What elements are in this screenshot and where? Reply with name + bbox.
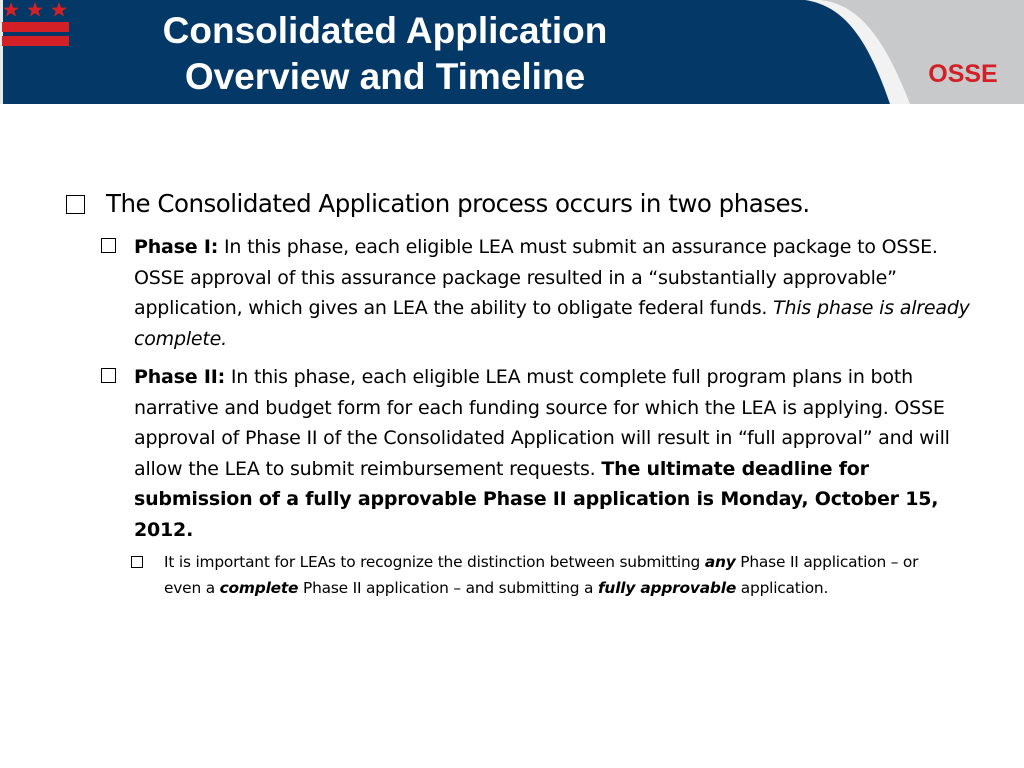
bullet-checkbox-icon	[66, 195, 85, 214]
osse-logo-text: OSSE	[928, 60, 998, 88]
note-part2: Phase II application – or even a	[164, 553, 919, 597]
osse-logo	[0, 0, 70, 78]
logo-bar	[2, 36, 69, 46]
note-paragraph	[164, 549, 954, 601]
phase1-complete-note: This phase is already complete.	[134, 297, 970, 350]
star-icon	[3, 2, 19, 17]
phase1-label: Phase I:	[134, 236, 219, 258]
phase2-text: In this phase, each eligible LEA must complete full program plans in both narrative and budget form for each funding source for which the LEA is applying. OSSE approval of Phase II of the Consolidated Application will result in “full approval” and will allow the LEA to submit reimbursement requests.	[134, 366, 950, 480]
page-title	[100, 8, 670, 100]
star-icon	[51, 2, 67, 17]
phase2-deadline: The ultimate deadline for submission of a fully approvable Phase II application is Monday, October 15, 2012.	[134, 457, 939, 541]
note-emphasis-complete: complete	[219, 579, 299, 597]
logo-bar	[2, 22, 69, 32]
note-part4: application.	[736, 579, 829, 597]
note-part1: It is important for LEAs to recognize the distinction between submitting	[164, 553, 705, 571]
bullet-checkbox-icon	[101, 238, 116, 253]
header-banner	[0, 0, 1024, 104]
phase1-paragraph	[134, 232, 974, 354]
phase2-label: Phase II:	[134, 366, 226, 388]
main-bullet-text: The Consolidated Application process occurs in two phases.	[106, 189, 810, 218]
title-line-1: Consolidated Application	[162, 10, 608, 51]
title-line-2: Overview and Timeline	[184, 56, 586, 97]
bullet-checkbox-icon	[131, 556, 143, 568]
note-emphasis-fully-approvable: fully approvable	[597, 579, 737, 597]
bullet-checkbox-icon	[101, 368, 116, 383]
note-emphasis-any: any	[704, 553, 736, 571]
phase1-text: In this phase, each eligible LEA must submit an assurance package to OSSE. OSSE approval of this assurance package resulted in a “substantially approvable” application, which gives an LEA the ability to obligate federal funds.	[134, 236, 938, 320]
phase2-paragraph	[134, 362, 974, 546]
star-icon	[27, 2, 43, 17]
note-part3: Phase II application – and submitting a	[298, 579, 598, 597]
